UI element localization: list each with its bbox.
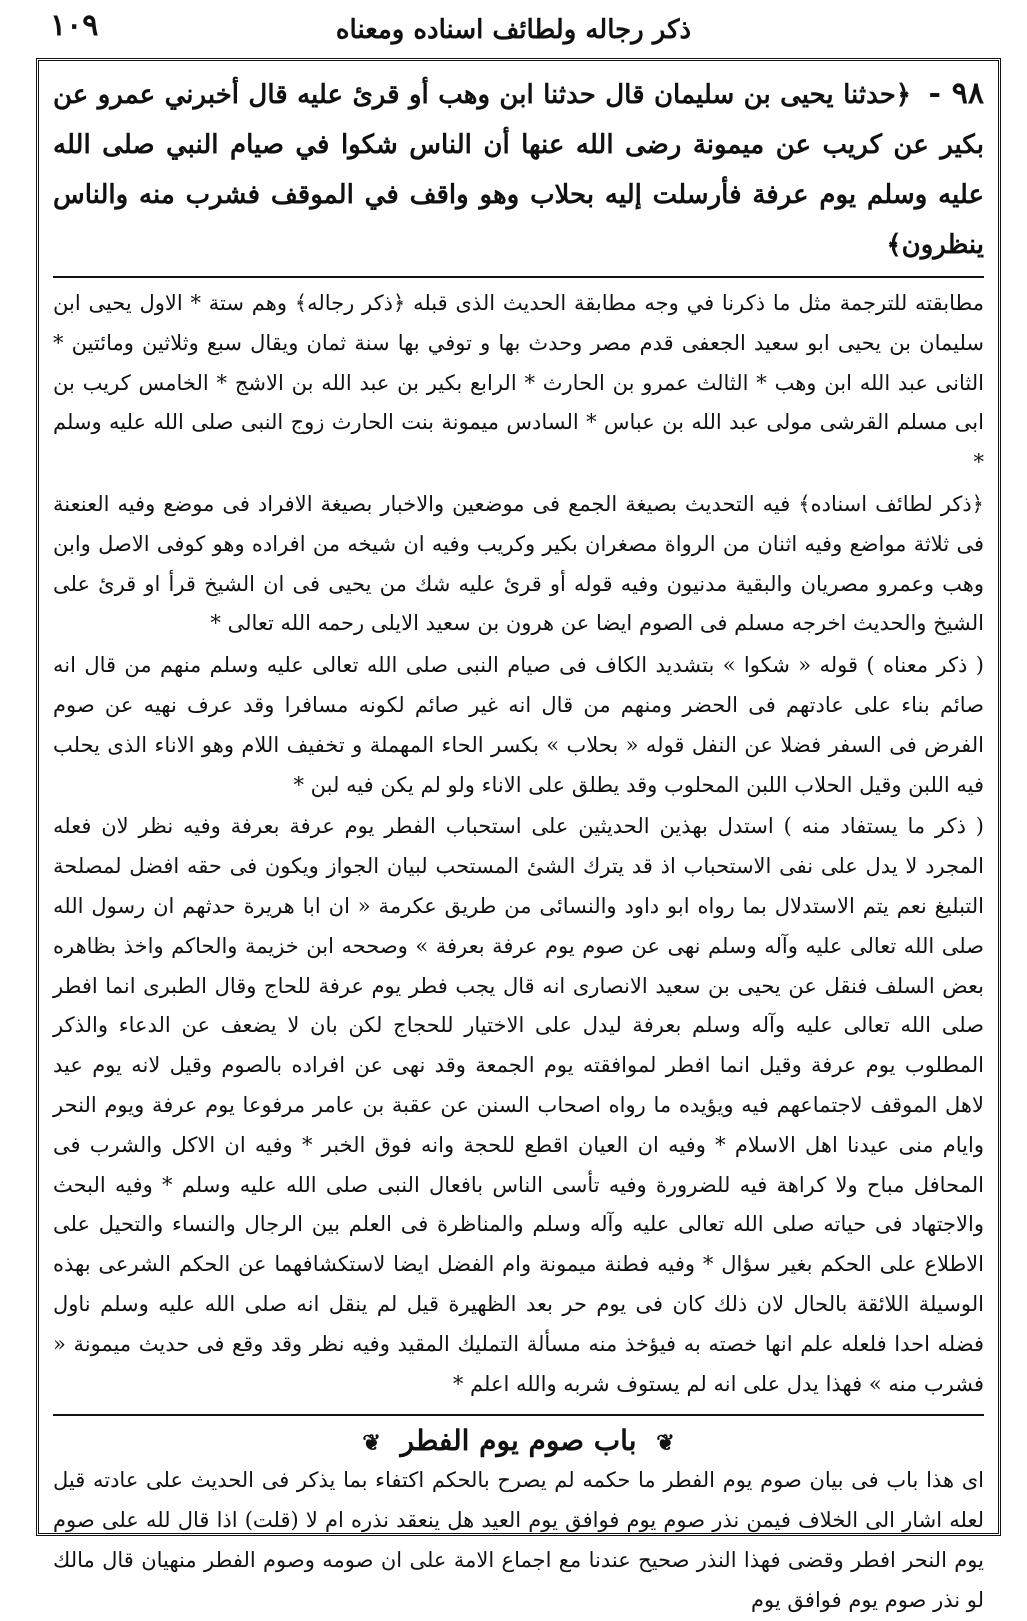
chapter-heading (53, 1414, 984, 1457)
page-number: ١٠٩ (50, 8, 99, 43)
text-frame (36, 58, 1001, 1612)
commentary-fawaid: ( ذكر ما يستفاد منه ) استدل بهذين الحديثين على استحباب الفطر يوم عرفة بعرفة وفيه نظر لان فعله المجرد لا يدل على نفى الاستحباب اذ قد يترك الشئ المستحب لبيان الجواز ويكون فى حقه افضل لمصلحة التبليغ نعم يتم الاستدلال بما رواه ابو داود والنسائى من طريق عكرمة « ان ابا هريرة حدثهم ان رسول الله صلى الله تعالى عليه وآله وسلم نهى عن صوم يوم عرفة بعرفة » وصححه ابن خزيمة والحاكم واخذ بظاهره بعض السلف فنقل عن يحيى بن سعيد الانصارى انه قال يجب فطر يوم عرفة للحاج وقال الطبرى انما افطر صلى الله تعالى عليه وآله وسلم بعرفة ليدل على الاختيار للحجاج لكن بان لا يضعف عن الدعاء والذكر المطلوب يوم عرفة وقيل انما افطر لموافقته يوم الجمعة وقد نهى عن افراده بالصوم وقيل لانه يوم عيد لاهل الموقف لاجتماعهم فيه ويؤيده ما رواه اصحاب السنن عن عقبة بن عامر مرفوعا يوم عرفة ويوم النحر وايام منى عيدنا اهل الاسلام * وفيه ان العيان اقطع للحجة وانه فوق الخبر * وفيه ان الاكل والشرب فى المحافل مباح ولا كراهة فيه للضرورة وفيه تأسى الناس بافعال النبى صلى الله عليه وسلم * وفيه البحث والاجتهاد فى حياته صلى الله تعالى عليه وآله وسلم والمناظرة فى العلم بين الرجال والنساء والتحيل على الاطلاع على الحكم بغير سؤال * وفيه فطنة ميمونة وام الفضل ايضا لاستكشافهما عن الحكم الشرعى بهذه الوسيلة اللائقة بالحال لان ذلك كان فى يوم حر بعد الظهيرة قيل لم ينقل انه صلى الله عليه وسلم ناول فضله احدا فلعله علم انها خصته به فيؤخذ منه مسألة التمليك المقيد وفيه نظر وقد وقع فى حديث ميمونة « فشرب منه » فهذا يدل على انه لم يستوف شربه والله اعلم * (53, 814, 985, 1396)
commentary-lataif: ﴿ذكر لطائف اسناده﴾ فيه التحديث بصيغة الجمع فى موضعين والاخبار بصيغة الافراد فى موضع وفيه العنعنة فى ثلاثة مواضع وفيه اثنان من الرواة مصغران بكير وكريب وفيه ان شيخه من افراده وهو كوفى الاصل وابن وهب وعمرو مصريان والبقية مدنيون وفيه قوله أو قرئ عليه شك من يحيى فى ان الشيخ قرأ او قرئ على الشيخ والحديث اخرجه مسلم فى الصوم ايضا عن هرون بن سعيد الايلى رحمه الله تعالى * (53, 491, 984, 636)
commentary-maana: ( ذكر معناه ) قوله « شكوا » بتشديد الكاف فى صيام النبى صلى الله تعالى عليه وسلم منهم من قال انه صائم بناء على عادتهم فى الحضر ومنهم من قال انه غير صائم لكونه مسافرا وقد عرف نهيه عن صوم الفرض فى السفر فضلا عن النفل قوله « بحلاب » بكسر الحاء المهملة و تخفيف اللام وهو الاناء الذى يحلب فيه اللبن وقيل الحلاب اللبن المحلوب وقد يطلق على الاناء ولو لم يكن فيه لبن * (53, 653, 984, 797)
hadith-block (53, 69, 984, 278)
hadith-number: ٩٨ - (928, 76, 984, 111)
chapter-title: باب صوم يوم الفطر (400, 1424, 637, 1458)
chapter-text: اى هذا باب فى بيان صوم يوم الفطر ما حكمه لم يصرح بالحكم اكتفاء بما يذكر فى الحديث على عادته قيل لعله اشار الى الخلاف فيمن نذر صوم يوم فوافق يوم العيد هل ينعقد نذره ام لا (قلت) اذا قال لله على صوم يوم النحر افطر وقضى فهذا النذر صحيح عندنا مع اجماع الامة على ان صومه وصوم الفطر منهيان قال مالك لو نذر صوم يوم فوافق يوم (53, 1468, 984, 1612)
ornament-icon: ❦ (656, 1430, 675, 1457)
commentary-rijal: مطابقته للترجمة مثل ما ذكرنا في وجه مطابقة الحديث الذى قبله ﴿ذكر رجاله﴾ وهم ستة * الاول يحيى ابن سليمان بن يحيى ابو سعيد الجعفى قدم مصر وحدث بها و توفي بها سنة ثمان ويقال سبع وثلاثين ومائتين * الثانى عبد الله ابن وهب * الثالث عمرو بن الحارث * الرابع بكير بن عبد الله بن الاشج * الخامس كريب بن ابى مسلم القرشى مولى عبد الله بن عباس * السادس ميمونة بنت الحارث زوج النبى صلى الله عليه وسلم * (53, 291, 984, 475)
running-title: ذكر رجاله ولطائف اسناده ومعناه (335, 15, 692, 45)
hadith-text: ﴿حدثنا يحيى بن سليمان قال حدثنا ابن وهب أو قرئ عليه قال أخبرني عمرو عن بكير عن كريب عن ميمونة رضى الله عنها أن الناس شكوا في صيام النبي صلى الله عليه وسلم يوم عرفة فأرسلت إليه بحلاب وهو واقف في الموقف فشرب منه والناس ينظرون﴾ (53, 80, 984, 260)
ornament-icon: ❦ (362, 1430, 381, 1457)
page-header (40, 8, 987, 52)
